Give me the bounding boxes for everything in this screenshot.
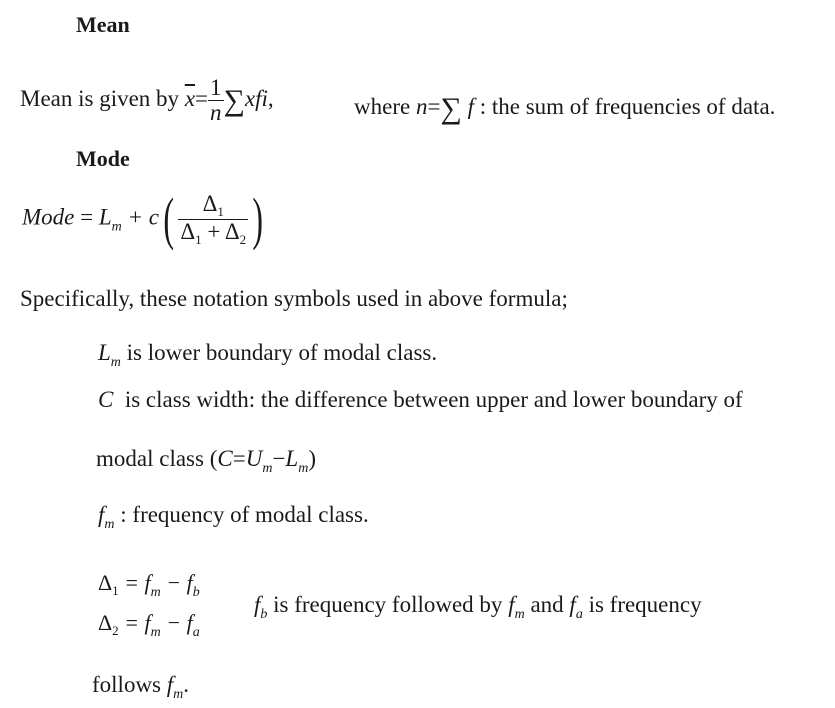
- fb-desc: is frequency followed by: [273, 592, 503, 617]
- where-sigma-icon: ∑: [440, 92, 462, 125]
- delta-1-num-sub: 1: [217, 203, 224, 219]
- mean-frac-den: n: [210, 100, 222, 126]
- mode-frac-num: [178, 192, 248, 220]
- fm-var: f: [98, 502, 105, 527]
- c-expr-u: U: [245, 446, 263, 471]
- where-desc: : the sum of frequencies of data.: [479, 94, 776, 119]
- c-expr-c: C: [217, 446, 233, 471]
- d1-delta: Δ: [98, 570, 113, 595]
- mean-x-bar: $\overline{x}$: [184, 85, 196, 111]
- mean-frac-num: 1: [210, 75, 222, 100]
- follows-fm: f: [166, 672, 174, 697]
- fa-desc: is frequency: [588, 592, 702, 617]
- fa-sub: a: [575, 607, 583, 622]
- follows-fm-sub: m: [173, 687, 184, 702]
- mean-comma: ,: [267, 85, 274, 111]
- right-paren-icon: ): [252, 186, 264, 251]
- c-expr-l: L: [285, 446, 299, 471]
- fb-fm-sub: m: [514, 607, 525, 622]
- mean-formula-line: [20, 76, 274, 125]
- d1-fb-sub: b: [192, 585, 200, 600]
- follows-period: .: [183, 672, 190, 697]
- mode-frac-den: [178, 220, 248, 247]
- mode-plus-c: + c: [127, 204, 160, 230]
- d2-eq-fm: = f: [124, 610, 151, 635]
- notation-fm-line: [98, 502, 369, 533]
- d2-minus-fa: − f: [166, 610, 193, 635]
- d1-eq-fm: = f: [124, 570, 151, 595]
- c-expr-eq: =: [232, 446, 246, 471]
- d2-sub: 2: [112, 623, 119, 638]
- delta-2-den-sub: 2: [239, 231, 247, 247]
- where-text: where: [354, 94, 411, 119]
- where-f: f: [467, 94, 474, 119]
- notation-c-line: [98, 387, 743, 413]
- c-var: C: [98, 387, 114, 412]
- mean-heading: Mean: [76, 12, 130, 37]
- mode-heading: Mode: [76, 146, 130, 171]
- d1-minus-fb: − f: [166, 570, 193, 595]
- mean-lead-text: Mean is given by: [20, 85, 180, 111]
- fa-and: and: [530, 592, 564, 617]
- fb-var: f: [254, 592, 261, 617]
- d2-delta: Δ: [98, 610, 113, 635]
- fb-desc-line: [254, 592, 702, 623]
- d2-fm-sub: m: [150, 625, 161, 640]
- fa-var: f: [569, 592, 576, 617]
- mode-formula: [22, 186, 267, 251]
- fm-sub: m: [104, 517, 115, 532]
- delta-2-den: Δ: [224, 218, 240, 244]
- c-desc: is class width: the difference between upper and lower boundary of: [124, 387, 743, 412]
- where-equals: =: [427, 94, 441, 119]
- lm-var: L: [98, 340, 111, 365]
- follows-text: follows: [92, 672, 161, 697]
- mean-fraction: [208, 76, 224, 125]
- fm-desc: : frequency of modal class.: [120, 502, 369, 527]
- mean-equals: =: [195, 85, 209, 111]
- follows-line: [92, 672, 189, 703]
- delta-2-def: [98, 610, 200, 641]
- mean-sum-term: xfi: [244, 85, 268, 111]
- d1-fm-sub: m: [150, 585, 161, 600]
- where-n: n: [415, 94, 428, 119]
- notation-lm-line: [98, 340, 437, 371]
- mode-L: L: [98, 204, 112, 230]
- where-clause: [354, 92, 775, 126]
- d1-sub: 1: [112, 583, 119, 598]
- delta-1-num: Δ: [202, 190, 218, 216]
- c-expr-minus: −: [272, 446, 286, 471]
- mode-lhs: Mode: [22, 204, 75, 230]
- d2-fa-sub: a: [192, 625, 200, 640]
- lm-sub: m: [110, 355, 121, 370]
- left-paren-icon: (: [163, 186, 174, 251]
- notation-intro: Specifically, these notation symbols used in above formula;: [20, 286, 568, 311]
- notation-c-line-2: [96, 446, 316, 477]
- delta-1-den: Δ: [180, 218, 196, 244]
- fb-fm-var: f: [508, 592, 515, 617]
- mean-sigma-icon: ∑: [223, 83, 245, 117]
- lm-desc: is lower boundary of modal class.: [126, 340, 438, 365]
- mode-L-sub: m: [111, 219, 122, 235]
- c-expr-l-sub: m: [298, 461, 309, 476]
- delta-1-den-sub: 1: [195, 231, 202, 247]
- c-expr-u-sub: m: [262, 461, 273, 476]
- delta-1-def: [98, 570, 200, 601]
- c-desc2-a: modal class (: [96, 446, 218, 471]
- mode-equals: =: [80, 204, 94, 230]
- c-desc2-b: ): [308, 446, 317, 471]
- delta-plus: +: [207, 218, 221, 244]
- fb-sub: b: [260, 607, 268, 622]
- mode-fraction: [178, 192, 248, 246]
